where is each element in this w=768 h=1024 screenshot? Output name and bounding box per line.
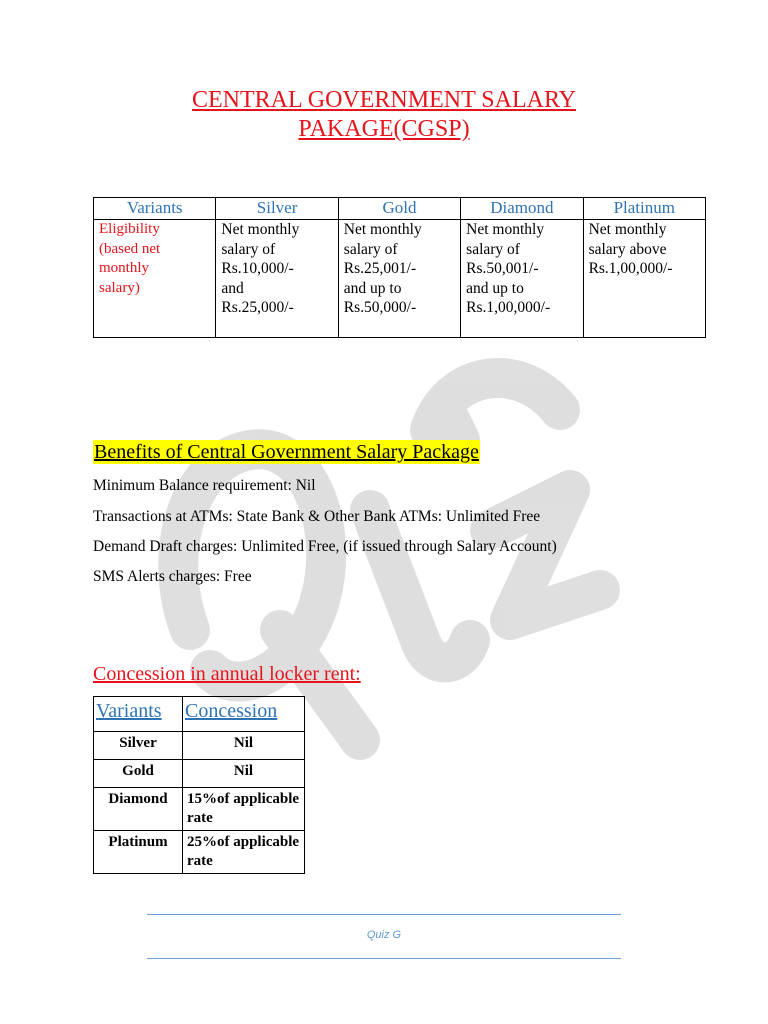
footer-text: Quiz G: [366, 929, 402, 941]
cell-line: salary of: [221, 240, 276, 258]
benefit-demand-draft: Demand Draft charges: Unlimited Free, (if issued through Salary Account): [93, 538, 557, 555]
locker-variant: Silver: [94, 732, 183, 760]
cell-line: and up to: [343, 279, 402, 297]
header-gold: Gold: [338, 198, 460, 220]
eligibility-platinum: [583, 220, 705, 338]
eligibility-label-line: salary): [99, 279, 140, 296]
header-diamond: Diamond: [461, 198, 583, 220]
cell-line: salary of: [343, 240, 398, 258]
variants-eligibility-table: [93, 197, 706, 338]
eligibility-label: [94, 220, 216, 338]
benefit-sms-alerts: SMS Alerts charges: Free: [93, 568, 252, 585]
cell-line: Net monthly: [221, 221, 300, 238]
header-platinum: Platinum: [583, 198, 705, 220]
eligibility-gold: [338, 220, 460, 338]
cell-line: salary above: [588, 240, 667, 258]
eligibility-silver: [216, 220, 338, 338]
table-row: [94, 760, 305, 788]
locker-value: Nil: [183, 760, 305, 788]
page-title: [0, 86, 768, 144]
locker-value: 15%of applicable rate: [183, 788, 305, 831]
locker-variant: Gold: [94, 760, 183, 788]
footer-bottom-rule: [147, 958, 621, 959]
locker-variant: Diamond: [94, 788, 183, 831]
cell-line: Rs.1,00,000/-: [466, 299, 551, 316]
cell-line: Rs.25,000/-: [221, 299, 294, 316]
locker-value: 25%of applicable rate: [183, 831, 305, 874]
locker-header-row: [94, 697, 305, 732]
locker-header-variants: Variants: [94, 697, 183, 732]
cell-line: Rs.10,000/-: [221, 260, 294, 277]
cell-line: Net monthly: [343, 221, 422, 238]
cell-line: Rs.50,000/-: [343, 299, 417, 316]
variants-header-row: [94, 198, 706, 220]
eligibility-row: [94, 220, 706, 338]
cell-line: Rs.1,00,000/-: [588, 260, 673, 277]
cell-line: Net monthly: [466, 221, 545, 238]
cell-line: Rs.25,001/-: [343, 260, 417, 277]
table-row: [94, 831, 305, 874]
locker-concession-table: [93, 696, 305, 874]
concession-heading: Concession in annual locker rent:: [93, 663, 361, 685]
header-variants: Variants: [94, 198, 216, 220]
benefits-heading: Benefits of Central Government Salary Package: [94, 441, 479, 463]
benefit-min-balance: Minimum Balance requirement: Nil: [93, 477, 316, 494]
table-row: [94, 732, 305, 760]
cell-line: and up to: [466, 279, 524, 297]
locker-value: Nil: [183, 732, 305, 760]
cell-line: and: [221, 279, 244, 297]
footer-top-rule: [147, 914, 621, 915]
locker-header-concession: Concession: [183, 697, 305, 732]
cell-line: Net monthly: [588, 221, 667, 238]
eligibility-diamond: [461, 220, 583, 338]
eligibility-label-line: (based net: [99, 240, 161, 257]
title-line-2: PAKAGE(CGSP): [298, 116, 470, 142]
locker-variant: Platinum: [94, 831, 183, 874]
cell-line: salary of: [466, 240, 520, 258]
title-line-1: CENTRAL GOVERNMENT SALARY: [191, 87, 576, 113]
header-silver: Silver: [216, 198, 338, 220]
cell-line: Rs.50,001/-: [466, 260, 539, 277]
eligibility-label-line: Eligibility: [99, 221, 160, 237]
eligibility-label-line: monthly: [99, 260, 150, 276]
benefit-atm-transactions: Transactions at ATMs: State Bank & Other Bank ATMs: Unlimited Free: [93, 508, 541, 525]
table-row: [94, 788, 305, 831]
